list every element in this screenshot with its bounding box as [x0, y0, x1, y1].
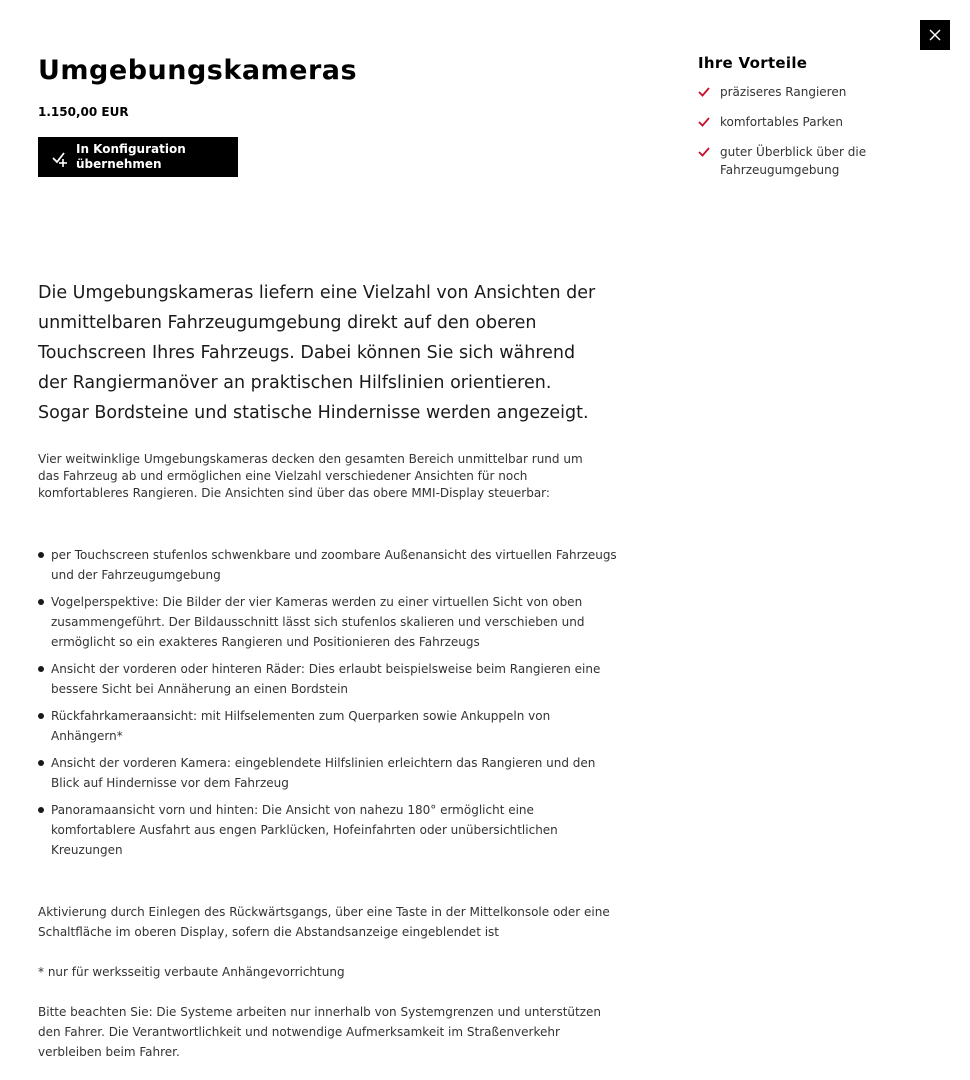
list-item-line: Vogelperspektive: Die Bilder der vier Kameras werden zu einer virtuellen Sicht von oben: [51, 595, 583, 609]
advantage-text: komfortables Parken: [720, 115, 844, 129]
lead-paragraph: [38, 278, 638, 428]
disclaimer-line: verbleiben beim Fahrer.: [38, 1045, 180, 1059]
advantages-list: [698, 83, 938, 179]
intro-line: komfortableres Rangieren. Die Ansichten sind über das obere MMI-Display steuerbar:: [38, 486, 550, 500]
close-icon: [920, 20, 950, 50]
activation-note: [38, 902, 658, 942]
list-item: [38, 545, 638, 585]
list-item: [38, 753, 638, 793]
lead-line: unmittelbaren Fahrzeugumgebung direkt auf den oberen: [38, 313, 537, 333]
feature-list: [38, 545, 638, 867]
advantage-text: präziseres Rangieren: [720, 85, 847, 99]
config-button-label: [76, 142, 186, 172]
check-plus-icon: [52, 149, 72, 169]
add-to-configuration-button[interactable]: [38, 137, 238, 177]
list-item-line: komfortablere Ausfahrt aus engen Parklücken, Hofeinfahrten oder unübersichtlichen: [51, 823, 558, 837]
footnote: [38, 962, 658, 982]
price-label: 1.150,00 EUR: [38, 105, 129, 119]
disclaimer-line: Bitte beachten Sie: Die Systeme arbeiten nur innerhalb von Systemgrenzen und unterstützen: [38, 1005, 602, 1019]
config-button-label-line: In Konfiguration: [76, 142, 186, 156]
check-icon: [698, 146, 710, 158]
intro-line: Vier weitwinklige Umgebungskameras decken den gesamten Bereich unmittelbar rund um: [38, 452, 583, 466]
advantage-item: [698, 113, 938, 131]
list-item-line: Ansicht der vorderen oder hinteren Räder: Dies erlaubt beispielsweise beim Rangieren eine: [51, 662, 601, 676]
list-item-line: Anhängern*: [51, 729, 123, 743]
list-item-line: Kreuzungen: [51, 843, 123, 857]
list-item: [38, 706, 638, 746]
list-item-line: Ansicht der vorderen Kamera: eingeblendete Hilfslinien erleichtern das Rangieren und den: [51, 756, 596, 770]
list-item-line: Panoramaansicht vorn und hinten: Die Ansicht von nahezu 180° ermöglicht eine: [51, 803, 534, 817]
disclaimer-line: den Fahrer. Die Verantwortlichkeit und notwendige Aufmerksamkeit im Straßenverkehr: [38, 1025, 560, 1039]
config-button-label-line: übernehmen: [76, 157, 162, 171]
advantages-title: Ihre Vorteile: [698, 54, 808, 72]
lead-line: Touchscreen Ihres Fahrzeugs. Dabei können Sie sich während: [38, 343, 576, 363]
disclaimer: [38, 1002, 658, 1062]
list-item: [38, 592, 638, 652]
list-item-line: per Touchscreen stufenlos schwenkbare und zoombare Außenansicht des virtuellen Fahrzeugs: [51, 548, 617, 562]
intro-line: das Fahrzeug ab und ermöglichen eine Vielzahl verschiedener Ansichten für noch: [38, 469, 528, 483]
advantage-text: guter Überblick über die: [720, 145, 867, 159]
check-icon: [698, 86, 710, 98]
activation-line: Aktivierung durch Einlegen des Rückwärtsgangs, über eine Taste in der Mittelkonsole oder eine: [38, 905, 610, 919]
lead-line: der Rangiermanöver an praktischen Hilfslinien orientieren.: [38, 373, 552, 393]
advantage-item: [698, 83, 938, 101]
advantages-panel: [698, 54, 938, 191]
advantage-text: Fahrzeugumgebung: [720, 163, 840, 177]
close-button[interactable]: [920, 20, 950, 50]
list-item-line: Rückfahrkameraansicht: mit Hilfselementen zum Querparken sowie Ankuppeln von: [51, 709, 551, 723]
list-item-line: zusammengeführt. Der Bildausschnitt lässt sich stufenlos skalieren und verschieben und: [51, 615, 585, 629]
lead-line: Die Umgebungskameras liefern eine Vielzahl von Ansichten der: [38, 283, 596, 303]
list-item: [38, 800, 638, 860]
footnote-line: * nur für werksseitig verbaute Anhängevorrichtung: [38, 965, 345, 979]
list-item: [38, 659, 638, 699]
advantage-item: [698, 143, 938, 179]
lead-line: Sogar Bordsteine und statische Hindernisse werden angezeigt.: [38, 403, 589, 423]
list-item-line: bessere Sicht bei Annäherung an einen Bordstein: [51, 682, 349, 696]
page-title: Umgebungskameras: [38, 55, 358, 86]
list-item-line: ermöglicht so ein exakteres Rangieren und Positionieren des Fahrzeugs: [51, 635, 480, 649]
intro-paragraph: [38, 451, 638, 502]
activation-line: Schaltfläche im oberen Display, sofern die Abstandsanzeige eingeblendet ist: [38, 925, 500, 939]
check-icon: [698, 116, 710, 128]
list-item-line: Blick auf Hindernisse vor dem Fahrzeug: [51, 776, 289, 790]
list-item-line: und der Fahrzeugumgebung: [51, 568, 221, 582]
